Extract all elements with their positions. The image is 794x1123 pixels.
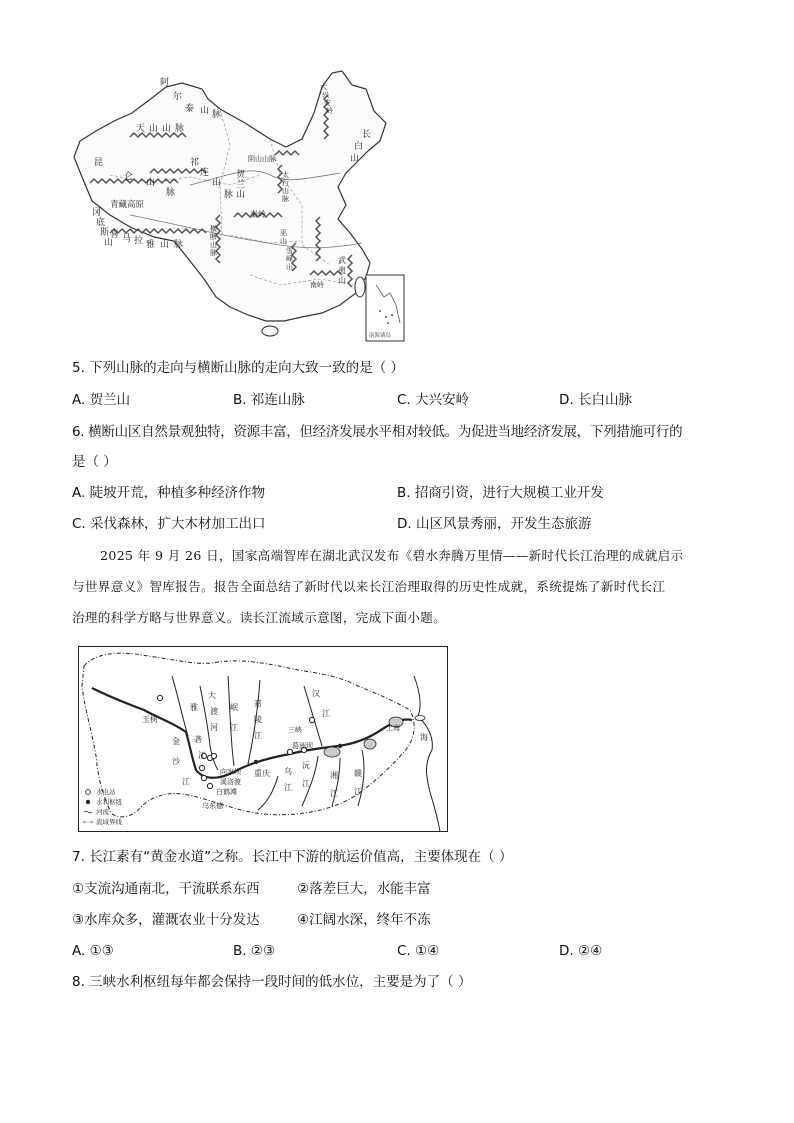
label-qilian-1: 祁 <box>190 158 200 168</box>
label-gangdise-4: 山 <box>104 238 114 248</box>
river-xiang-2: 江 <box>330 789 338 798</box>
label-wuyi-2: 夷 <box>338 266 346 275</box>
label-hengduan-3: 山 <box>210 241 217 249</box>
china-mountains-map <box>70 65 406 345</box>
river-jialing-2: 陵 <box>254 715 262 724</box>
place-yushu: 玉树 <box>142 715 158 724</box>
intro-line1: 2025 年 9 月 26 日，国家高端智库在湖北武汉发布《碧水奔腾万里情——新时代长江治理的成就启示 <box>100 548 684 563</box>
label-kunlun-3: 山 <box>146 178 156 188</box>
river-yalong-1: 雅 <box>190 703 198 712</box>
label-taihang-3: 山 <box>282 187 289 195</box>
q7-choice-a[interactable]: A. ①③ <box>72 943 114 959</box>
q8-stem: 8. 三峡水利枢纽每年都会保持一段时间的低水位，主要是为了（ ） <box>72 974 472 990</box>
intro-line2: 与世界意义》智库报告。报告全面总结了新时代以来长江治理取得的历史性成就，系统提炼了新时代长江 <box>72 579 666 594</box>
river-yalong-2: 砻 <box>194 735 202 744</box>
river-xiang-1: 湘 <box>330 771 338 780</box>
river-dadu-1: 大 <box>208 691 216 700</box>
taiwan-island <box>355 277 365 297</box>
label-wushan-1: 巫 <box>280 229 287 237</box>
q7-statement-1: ①支流沟通南北，干流联系东西 <box>72 881 260 897</box>
river-yuan-2: 江 <box>302 779 310 788</box>
label-tianshan: 天山山脉 <box>136 124 189 134</box>
place-wudongde: 乌东德 <box>202 802 223 810</box>
label-daxinganling-4: 岭 <box>326 107 333 115</box>
label-qilian-3: 山 <box>212 178 222 188</box>
label-gangdise-1: 冈 <box>92 208 102 218</box>
q6-option-b[interactable]: B. 招商引资，进行大规模工业开发 <box>397 485 604 501</box>
place-hai: 海 <box>420 733 428 742</box>
label-helan-3: 山 <box>236 190 246 200</box>
label-xuefeng-1: 雪 <box>286 247 293 255</box>
label-gangdise-2: 底 <box>96 218 106 228</box>
q6-stem-line2: 是（ ） <box>72 454 117 470</box>
label-himalaya-5: 山 <box>160 240 170 250</box>
label-nanling: 南岭 <box>310 281 324 289</box>
legend-basin-boundary: 流域界线 <box>96 818 122 826</box>
river-yuan-1: 沅 <box>302 761 310 770</box>
river-dadu-2: 渡 <box>210 707 218 716</box>
place-baihetan: 白鹤滩 <box>216 788 237 796</box>
q7-statement-3: ③水库众多，灌溉农业十分发达 <box>72 912 260 928</box>
label-wuyi-3: 山 <box>338 276 346 285</box>
label-yinshan: 阴山山脉 <box>248 155 276 163</box>
map-frame <box>79 647 448 832</box>
river-jinsha-3: 江 <box>182 777 190 786</box>
label-wushan-2: 山 <box>280 237 287 245</box>
yangtze-basin-map <box>78 646 448 832</box>
q7-stem: 7. 长江素有“黄金水道”之称。长江中下游的航运价值高，主要体现在（ ） <box>72 849 513 865</box>
river-han-1: 汉 <box>312 689 320 698</box>
legend-river: 河流 <box>96 808 109 816</box>
label-hengduan-2: 断 <box>210 233 217 241</box>
label-hengduan-1: 横 <box>210 225 217 233</box>
label-kunlun-1: 昆 <box>94 158 104 168</box>
q5-option-d[interactable]: D. 长白山脉 <box>559 392 632 408</box>
intro-line3: 治理的科学方略与世界意义。读长江流域示意图，完成下面小题。 <box>72 610 447 625</box>
q5-option-a[interactable]: A. 贺兰山 <box>72 392 131 408</box>
q5-option-b[interactable]: B. 祁连山脉 <box>233 392 305 408</box>
label-changbai-1: 长 <box>362 130 372 140</box>
label-altai-1: 阿 <box>160 78 170 88</box>
q7-choice-d[interactable]: D. ②④ <box>559 943 603 959</box>
label-gangdise-3: 斯 <box>100 228 110 238</box>
label-himalaya-2: 马 <box>122 234 132 244</box>
label-kunlun-4: 脉 <box>166 188 176 198</box>
label-changbai-2: 白 <box>354 142 364 152</box>
q7-statement-2: ②落差巨大，水能丰富 <box>297 881 431 897</box>
label-daxinganling-3: 安 <box>324 99 331 107</box>
q6-stem-line1: 6. 横断山区自然景观独特，资源丰富，但经济发展水平相对较低。为促进当地经济发展，下列措施可行的 <box>72 424 683 440</box>
river-gan-2: 江 <box>354 787 362 796</box>
label-qinling: 秦岭 <box>250 210 266 219</box>
q7-statement-4: ④江阔水深，终年不冻 <box>297 912 431 928</box>
place-xiangjiaba: 向家坝 <box>220 768 241 776</box>
place-chongqing: 重庆 <box>254 769 270 778</box>
label-helan-1: 贺 <box>236 170 246 180</box>
label-himalaya-1: 喜 <box>110 230 120 240</box>
river-jinsha-2: 沙 <box>172 757 180 766</box>
label-helan-2: 兰 <box>236 180 246 190</box>
q5-stem: 5. 下列山脉的走向与横断山脉的走向大致一致的是（ ） <box>72 360 404 376</box>
river-yalong-3: 江 <box>198 751 206 760</box>
label-inset: 南海诸岛 <box>369 333 392 339</box>
place-xiluodu: 溪洛渡 <box>220 778 241 786</box>
label-altai-5: 脉 <box>212 110 222 120</box>
q6-option-a[interactable]: A. 陡坡开荒，种植多种经济作物 <box>72 485 266 501</box>
river-wu-1: 乌 <box>284 767 292 776</box>
label-himalaya-4: 雅 <box>146 240 156 250</box>
label-hengduan-4: 脉 <box>210 249 217 257</box>
place-gezhouba: 葛洲坝 <box>292 742 313 750</box>
south-china-sea-inset <box>366 275 404 341</box>
label-himalaya-6: 脉 <box>174 240 184 250</box>
label-altai-4: 山 <box>200 106 210 116</box>
label-changbai-3: 山 <box>350 154 360 164</box>
label-taihang-1: 太 <box>282 171 289 179</box>
q6-option-d[interactable]: D. 山区风景秀丽，开发生态旅游 <box>397 516 592 532</box>
legend-water-hub: 水利枢纽 <box>96 798 122 806</box>
river-min-2: 江 <box>230 723 238 732</box>
lake-poyang <box>364 739 376 749</box>
river-gan-1: 赣 <box>354 769 362 778</box>
lake-dongting <box>324 747 340 757</box>
chongming-island <box>415 716 425 721</box>
river-han-2: 江 <box>322 709 330 718</box>
place-sanxia: 三峡 <box>288 726 302 734</box>
label-qilian-4: 脉 <box>224 190 234 200</box>
q5-option-c[interactable]: C. 大兴安岭 <box>397 392 470 408</box>
river-dadu-3: 河 <box>210 723 218 732</box>
label-xuefeng-2: 峰 <box>286 255 293 263</box>
label-daxinganling-2: 兴 <box>322 91 329 99</box>
place-shanghai: 上海 <box>386 724 400 732</box>
q7-choice-c[interactable]: C. ①④ <box>397 943 440 959</box>
q7-choice-b[interactable]: B. ②③ <box>233 943 276 959</box>
label-wuyi-1: 武 <box>338 256 346 265</box>
river-jialing-3: 江 <box>254 731 262 740</box>
river-wu-2: 江 <box>284 783 292 792</box>
label-altai-3: 泰 <box>185 104 195 114</box>
label-tibet-plateau: 青藏高原 <box>110 200 145 210</box>
river-jialing-1: 嘉 <box>254 699 262 708</box>
river-jinsha-1: 金 <box>172 737 180 746</box>
q6-option-c[interactable]: C. 采伐森林，扩大木材加工出口 <box>72 516 266 532</box>
label-taihang-2: 行 <box>282 179 289 187</box>
label-altai-2: 尔 <box>173 92 183 102</box>
legend-hydropower: 水电站 <box>96 788 116 796</box>
label-qilian-2: 连 <box>200 168 210 178</box>
label-taihang-4: 脉 <box>282 195 289 203</box>
label-kunlun-2: 仑 <box>124 172 134 182</box>
label-xuefeng-3: 山 <box>286 263 293 271</box>
hainan-island <box>262 326 278 336</box>
label-himalaya-3: 拉 <box>134 236 144 246</box>
river-min-1: 岷 <box>230 703 238 712</box>
label-daxinganling-1: 大 <box>320 83 327 91</box>
